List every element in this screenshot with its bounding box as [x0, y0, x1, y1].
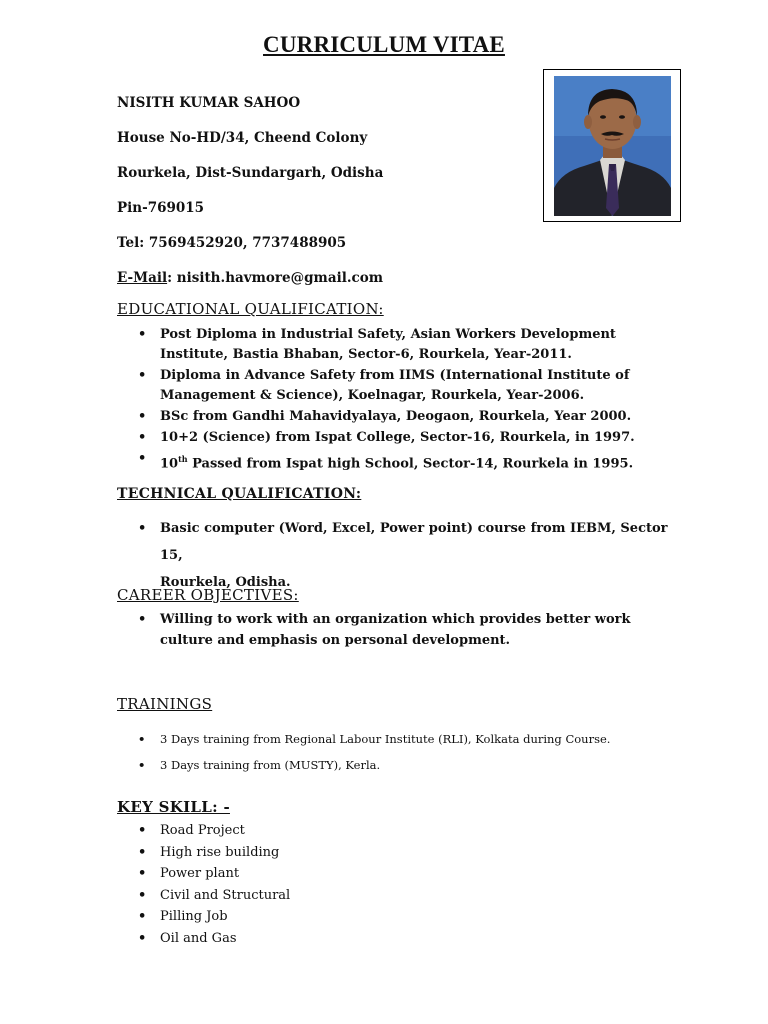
list-item: • Pilling Job — [138, 909, 228, 925]
email-line — [117, 261, 383, 296]
technical-heading: TECHNICAL QUALIFICATION: — [117, 486, 362, 502]
candidate-name: NISITH KUMAR SAHOO — [117, 95, 301, 111]
list-item: • Power plant — [138, 866, 240, 882]
list-item: • Civil and Structural — [138, 887, 291, 903]
list-item: • Diploma in Advance Safety from IIMS (International Institute of Management & Science), Koelnagar, Rourkela, Year-2006. — [138, 368, 630, 403]
list-item: • Road Project — [138, 823, 245, 838]
list-item: • 10+2 (Science) from Ispat College, Sector-16, Rourkela, in 1997. — [138, 430, 635, 445]
email-address: : nisith.havmore@gmail.com — [167, 270, 384, 286]
trainings-list — [117, 726, 680, 778]
telephone: Tel: 7569452920, 7737488905 — [117, 235, 347, 251]
pin-code: Pin-769015 — [117, 200, 205, 216]
list-item: • Willing to work with an organization which provides better work culture and emphasis on personal development. — [138, 612, 631, 648]
list-item: • Basic computer (Word, Excel, Power point) course from IEBM, Sector 15, Rourkela, Odisha. — [138, 521, 668, 590]
profile-photo — [543, 69, 681, 222]
key-skill-heading: KEY SKILL: - — [117, 798, 230, 816]
list-item: • High rise building — [138, 844, 280, 860]
contact-block — [117, 86, 383, 296]
list-item: • Oil and Gas — [138, 930, 237, 946]
list-item: • 3 Days training from (MUSTY), Kerla. — [138, 758, 381, 772]
email-label: E-Mail — [117, 270, 168, 286]
education-heading: EDUCATIONAL QUALIFICATION: — [117, 300, 384, 318]
list-item: • 10th Passed from Ispat high School, Sector-14, Rourkela in 1995. — [138, 451, 634, 472]
list-item: • Post Diploma in Industrial Safety, Asian Workers Development Institute, Bastia Bhaban, Sector-6, Rourkela, Year-2011. — [138, 327, 616, 362]
page-title: CURRICULUM VITAE — [263, 32, 505, 57]
portrait-image — [554, 76, 671, 216]
address-line-1: House No-HD/34, Cheend Colony — [117, 130, 368, 146]
address-line-2: Rourkela, Dist-Sundargarh, Odisha — [117, 165, 384, 181]
list-item: • 3 Days training from Regional Labour Institute (RLI), Kolkata during Course. — [138, 732, 611, 746]
key-skill-list — [117, 820, 680, 950]
trainings-heading: TRAININGS — [117, 695, 213, 713]
technical-list — [117, 515, 680, 596]
education-list — [117, 325, 680, 474]
list-item: • BSc from Gandhi Mahavidyalaya, Deogaon, Rourkela, Year 2000. — [138, 409, 632, 424]
career-list — [117, 609, 680, 651]
career-heading: CAREER OBJECTIVES: — [117, 586, 299, 604]
